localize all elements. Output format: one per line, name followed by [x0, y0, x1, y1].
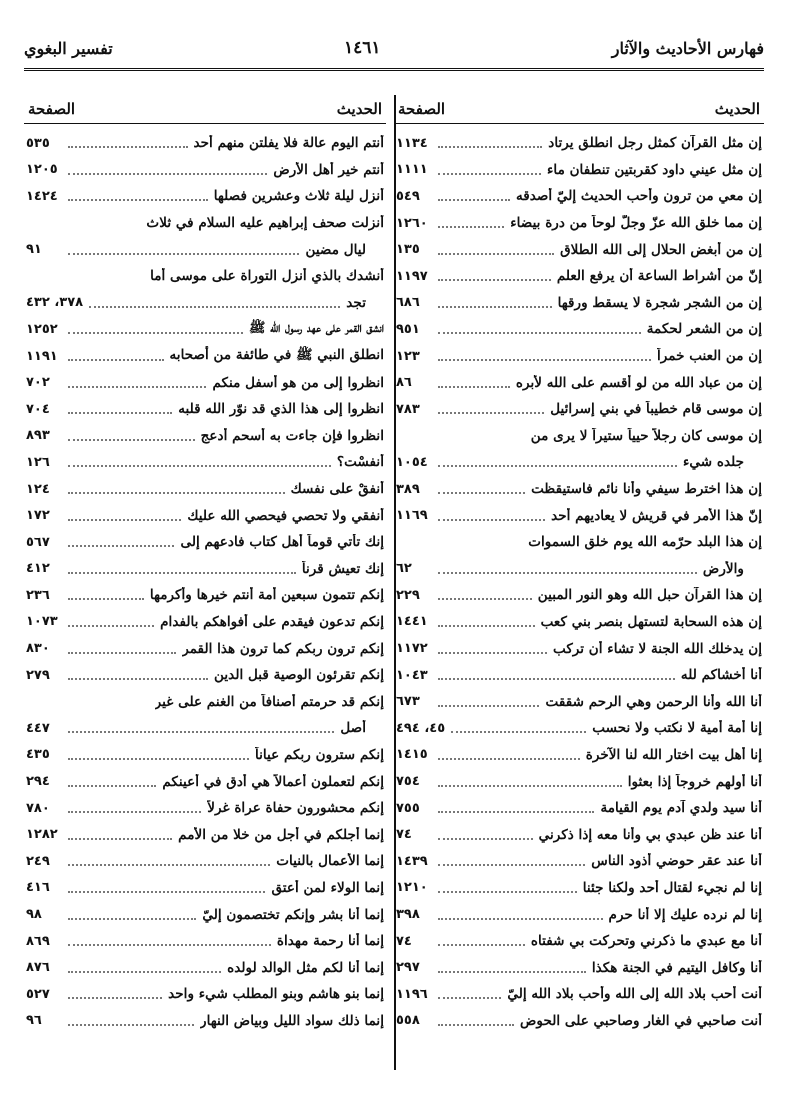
hadith-text: أنفسْت؟ [336, 454, 384, 471]
leader-dots [68, 324, 243, 334]
hadith-text: أنشدك بالذي أنزل التوراة على موسى أما [150, 268, 384, 285]
left-column [24, 95, 386, 1070]
hadith-text: جلده شيء [682, 454, 744, 471]
hadith-text: إنما أنا لكم مثل الوالد لولده [227, 959, 384, 976]
hadith-text: إن مثل القرآن كمثل رجل انطلق يرتاد [548, 135, 762, 152]
list-item [24, 768, 386, 795]
leader-dots [438, 963, 586, 973]
leader-dots [68, 856, 270, 866]
list-item [394, 821, 764, 848]
list-item [394, 662, 764, 689]
leader-dots [438, 245, 554, 255]
page-reference: ٨٦ [396, 375, 412, 391]
hadith-text: أنا أخشاكم لله [680, 667, 762, 684]
page-reference: ١١١١ [396, 162, 428, 178]
hadith-text: أنتم اليوم عالة فلا يفلتن منهم أحد [193, 135, 384, 152]
list-item [24, 263, 386, 290]
hadith-text: ليال مضين [305, 241, 366, 258]
leader-dots [438, 457, 677, 467]
page-reference: ٥٦٧ [26, 534, 50, 550]
leader-dots [438, 1016, 514, 1026]
list-item [394, 529, 764, 556]
list-item [24, 582, 386, 609]
list-item [24, 343, 386, 370]
hadith-text: إنا لم نجيء لقتال أحد ولكنا جئنا [582, 879, 762, 896]
page-reference: ٢٢٩ [396, 587, 420, 603]
page-reference: ١٠٤٣ [396, 667, 428, 683]
hadith-text: إنا لم نرده عليك إلا أنا حرم [608, 906, 762, 923]
leader-dots [68, 936, 271, 946]
page-reference: ١٢٤ [26, 481, 50, 497]
hadith-text: أنزلت صحف إبراهيم عليه السلام في ثلاث [146, 215, 384, 232]
page-reference: ٥٥٨ [396, 1013, 420, 1029]
leader-dots [438, 165, 541, 175]
list-item [24, 529, 386, 556]
list-item [394, 635, 764, 662]
list-item [394, 715, 764, 742]
list-item [24, 848, 386, 875]
list-item [24, 981, 386, 1008]
hadith-text: إنما الولاء لمن أعتق [271, 879, 384, 896]
hadith-text: أنا أولهم خروجاً إذا بعثوا [627, 773, 762, 790]
hadith-text: إن من أبغض الحلال إلى الله الطلاق [560, 241, 762, 258]
hadith-text: أنتم خير أهل الأرض [273, 161, 384, 178]
list-item [394, 263, 764, 290]
hadith-text: أنت صاحبي في الغار وصاحبي على الحوض [519, 1012, 762, 1029]
leader-dots [68, 165, 267, 175]
page-reference: ٩٥١ [396, 321, 420, 337]
page-reference: ١٠٥٤ [396, 454, 428, 470]
page-reference: ٩٦ [26, 1013, 42, 1029]
hadith-text: إنما بنو هاشم وبنو المطلب شيء واحد [168, 986, 384, 1003]
page-reference: ١١٣٤ [396, 135, 428, 151]
list-item [394, 875, 764, 902]
page-number: ١٤٦١ [343, 38, 381, 58]
leader-dots [68, 670, 208, 680]
page-reference: ٤١٦ [26, 880, 50, 896]
list-item [394, 954, 764, 981]
hadith-text: أنزل ليلة ثلاث وعشرين فصلها [213, 188, 384, 205]
list-item [394, 609, 764, 636]
list-item [394, 369, 764, 396]
hadith-heading: الحديث [336, 100, 382, 118]
hadith-text: إنا أمة أمية لا نكتب ولا نحسب [592, 720, 762, 737]
hadith-text: إن من الشجر شجرة لا يسقط ورقها [557, 294, 762, 311]
hadith-text: إنما أنا بشر وإنكم تختصمون إليّ [202, 906, 384, 923]
leader-dots [438, 404, 544, 414]
list-item [24, 236, 386, 263]
page-reference: ٣٩٨ [396, 907, 420, 923]
hadith-text: إنما أنا رحمة مهداة [276, 933, 384, 950]
list-item [24, 954, 386, 981]
hadith-text: إنك تأتي قوماً أهل كتاب فادعهم إلى [180, 534, 384, 551]
hadith-text: إنّ من أشراط الساعة أن يرفع العلم [556, 268, 762, 285]
list-item [394, 848, 764, 875]
list-item [394, 290, 764, 317]
list-item [24, 715, 386, 742]
page-reference: ١١٩٧ [396, 268, 428, 284]
list-item [394, 502, 764, 529]
page-reference: ١٤٤١ [396, 614, 428, 630]
leader-dots [68, 989, 162, 999]
leader-dots [438, 750, 580, 760]
list-item [24, 901, 386, 928]
list-item [24, 875, 386, 902]
leader-dots [68, 191, 208, 201]
leader-dots [438, 989, 501, 999]
hadith-text: أنا عند عقر حوضي أذود الناس [591, 853, 762, 870]
page-reference: ٣٧٨، ٤٣٢ [26, 295, 84, 311]
leader-dots [68, 245, 299, 255]
list-item [394, 423, 764, 450]
hadith-text: إنكم تتمون سبعين أمة أنتم خيرها وأكرمها [149, 587, 384, 604]
page-reference: ٤٥، ٤٩٤ [396, 720, 446, 736]
page-reference: ٧٥٥ [396, 800, 420, 816]
page-reference: ٨٧٦ [26, 960, 50, 976]
page-reference: ٢٤٩ [26, 853, 50, 869]
leader-dots [438, 218, 504, 228]
list-item [394, 449, 764, 476]
page-reference: ٥٤٩ [396, 188, 420, 204]
list-item [394, 236, 764, 263]
page-reference: ١١٩٦ [396, 986, 428, 1002]
hadith-text: إن من عباد الله من لو أقسم على الله لأبره [515, 374, 762, 391]
hadith-text: أنا مع عبدي ما ذكرني وتحركت بي شفتاه [530, 933, 762, 950]
list-item [394, 343, 764, 370]
hadith-text: إن يدخلك الله الجنة لا تشاء أن تركب [552, 640, 762, 657]
page-reference: ٤١٢ [26, 561, 50, 577]
page-reference: ٩٨ [26, 907, 42, 923]
page-reference: ١٢٠٥ [26, 162, 58, 178]
leader-dots [438, 271, 551, 281]
hadith-text: إنكم تدعون فيقدم على أفواهكم بالفدام [160, 613, 384, 630]
list-item [24, 821, 386, 848]
page-reference: ٤٤٧ [26, 720, 50, 736]
hadith-text: انظروا إلى هذا الذي قد نوّر الله قلبه [178, 401, 384, 418]
hadith-heading: الحديث [714, 100, 760, 118]
hadith-text: إنكم لتعملون أعمالاً هي أدق في أعينكم [162, 773, 384, 790]
page-reference: ٧٨٠ [26, 800, 50, 816]
page-reference: ٦٧٣ [396, 694, 420, 710]
page-reference: ٢٣٦ [26, 587, 50, 603]
hadith-text: إن من الشعر لحكمة [646, 321, 762, 338]
list-item [24, 423, 386, 450]
hadith-text: إن هذا اخترط سيفي وأنا نائم فاستيقظت [531, 481, 762, 498]
list-item [24, 476, 386, 503]
hadith-text: إن هذه السحابة لتستهل بنصر بني كعب [540, 613, 762, 630]
leader-dots [68, 750, 249, 760]
leader-dots [68, 564, 296, 574]
leader-dots [438, 856, 585, 866]
hadith-text: إنّ هذا الأمر في قريش لا يعاديهم أحد [551, 507, 762, 524]
leader-dots [438, 138, 542, 148]
hadith-text: انشق القمر على عهد رسول الله ﷺ [249, 320, 384, 337]
page-reference: ١٧٢ [26, 508, 50, 524]
hadith-text: أنا وكافل اليتيم في الجنة هكذا [591, 959, 762, 976]
hadith-text: والأرض [702, 560, 744, 577]
hadith-text: أنفقْ على نفسك [290, 481, 384, 498]
hadith-text: إن موسى كان رجلاً حيياً ستيراً لا يرى من [530, 427, 762, 444]
page-reference: ٨٦٩ [26, 933, 50, 949]
page-reference: ٥٣٥ [26, 135, 50, 151]
hadith-text: إنما ذلك سواد الليل وبياض النهار [200, 1012, 384, 1029]
hadith-text: إنكم ترون ربكم كما ترون هذا القمر [182, 640, 384, 657]
hadith-text: أنا عند ظن عبدي بي وأنا معه إذا ذكرني [538, 826, 762, 843]
leader-dots [438, 697, 539, 707]
list-item [24, 183, 386, 210]
page-reference: ٢٧٩ [26, 667, 50, 683]
list-item [394, 157, 764, 184]
leader-dots [68, 830, 172, 840]
column-header [394, 95, 764, 124]
list-item [394, 316, 764, 343]
page-reference: ٢٩٧ [396, 960, 420, 976]
leader-dots [68, 484, 285, 494]
leader-dots [438, 324, 641, 334]
leader-dots [438, 590, 532, 600]
column-divider [394, 95, 396, 1070]
page-reference: ١٤٢٤ [26, 188, 58, 204]
page-reference: ٧٥٤ [396, 774, 420, 790]
leader-dots [451, 723, 586, 733]
leader-dots [68, 351, 164, 361]
page-reference: ١١٧٢ [396, 641, 428, 657]
list-item [24, 130, 386, 157]
leader-dots [438, 644, 547, 654]
page-heading: الصفحة [28, 100, 76, 118]
page-reference: ٧٠٤ [26, 401, 50, 417]
page-reference: ٩١ [26, 242, 42, 258]
page-reference: ١٢٨٢ [26, 827, 58, 843]
list-item [394, 981, 764, 1008]
hadith-text: إنك تعيش قرناً [301, 560, 384, 577]
page-reference: ١٢٦ [26, 454, 50, 470]
list-item [24, 502, 386, 529]
list-item [24, 210, 386, 237]
page-reference: ٧٨٣ [396, 401, 420, 417]
page-reference: ١١٩١ [26, 348, 58, 364]
leader-dots [438, 883, 577, 893]
leader-dots [438, 936, 525, 946]
list-item [24, 635, 386, 662]
page-reference: ٢٩٤ [26, 774, 50, 790]
list-item [24, 556, 386, 583]
page-reference: ١٤٣٩ [396, 853, 428, 869]
page-reference: ١٢٥٢ [26, 321, 58, 337]
right-column [394, 95, 764, 1070]
hadith-list [394, 124, 764, 1034]
leader-dots [68, 457, 331, 467]
list-item [394, 183, 764, 210]
leader-dots [68, 138, 188, 148]
leader-dots [68, 1016, 194, 1026]
leader-dots [438, 511, 545, 521]
leader-dots [68, 590, 144, 600]
list-item [24, 662, 386, 689]
leader-dots [438, 298, 552, 308]
list-item [394, 556, 764, 583]
leader-dots [438, 378, 510, 388]
leader-dots [68, 910, 196, 920]
list-item [24, 449, 386, 476]
list-item [24, 396, 386, 423]
list-item [394, 476, 764, 503]
leader-dots [438, 484, 525, 494]
list-item [394, 742, 764, 769]
leader-dots [68, 723, 334, 733]
leader-dots [438, 617, 535, 627]
leader-dots [68, 511, 181, 521]
hadith-text: إنكم سترون ربكم عياناً [254, 746, 384, 763]
page-heading: الصفحة [398, 100, 446, 118]
hadith-text: إن من العنب خمراً [656, 348, 762, 365]
page-reference: ١١٦٩ [396, 508, 428, 524]
page-reference: ٤٣٥ [26, 747, 50, 763]
leader-dots [438, 191, 510, 201]
hadith-text: إن مثل عيني داود كقربتين تنطفان ماء [547, 161, 762, 178]
leader-dots [68, 404, 172, 414]
hadith-text: أنفقي ولا تحصي فيحصي الله عليك [187, 507, 384, 524]
list-item [24, 742, 386, 769]
list-item [394, 795, 764, 822]
hadith-text: إن هذا القرآن حبل الله وهو النور المبين [537, 587, 762, 604]
hadith-text: إنكم تقرئون الوصية قبل الدين [214, 667, 384, 684]
hadith-text: أصل [340, 720, 366, 737]
list-item [394, 130, 764, 157]
hadith-text: أنت أحب بلاد الله إلى الله وأحب بلاد الله إليّ [507, 986, 762, 1003]
page-reference: ١٤١٥ [396, 747, 428, 763]
list-item [394, 582, 764, 609]
leader-dots [68, 883, 265, 893]
leader-dots [68, 963, 221, 973]
leader-dots [438, 910, 603, 920]
hadith-text: إنما أجلكم في أجل من خلا من الأمم [178, 826, 384, 843]
page-header [24, 32, 764, 71]
list-item [394, 688, 764, 715]
page-reference: ٧٠٢ [26, 375, 50, 391]
leader-dots [68, 537, 174, 547]
page-reference: ١٠٧٣ [26, 614, 58, 630]
list-item [24, 928, 386, 955]
page-reference: ٦٢ [396, 561, 412, 577]
section-title: فهارس الأحاديث والآثار [611, 38, 764, 58]
page-reference: ٥٢٧ [26, 986, 50, 1002]
list-item [394, 928, 764, 955]
leader-dots [68, 617, 154, 627]
leader-dots [68, 644, 176, 654]
leader-dots [438, 564, 697, 574]
leader-dots [438, 777, 622, 787]
leader-dots [438, 830, 533, 840]
hadith-text: تجد [346, 294, 366, 311]
list-item [394, 210, 764, 237]
leader-dots [438, 351, 651, 361]
hadith-text: إن هذا البلد حرّمه الله يوم خلق السموات [528, 534, 762, 551]
hadith-text: أنا الله وأنا الرحمن وهي الرحم شققت [545, 693, 762, 710]
list-item [24, 1008, 386, 1035]
list-item [394, 396, 764, 423]
page-reference: ٣٨٩ [396, 481, 420, 497]
page-reference: ٧٤ [396, 933, 412, 949]
list-item [24, 795, 386, 822]
page-reference: ٨٣٠ [26, 641, 50, 657]
hadith-text: أنا سيد ولدي آدم يوم القيامة [600, 800, 762, 817]
hadith-text: إنكم قد حرمتم أصنافاً من الغنم على غير [154, 693, 384, 710]
hadith-text: انظروا فإن جاءت به أسحم أدعج [200, 427, 384, 444]
leader-dots [68, 378, 206, 388]
hadith-text: إنا أهل بيت اختار الله لنا الآخرة [585, 746, 762, 763]
page-reference: ٨٩٣ [26, 428, 50, 444]
hadith-text: إن موسى قام خطيباً في بني إسرائيل [550, 401, 762, 418]
list-item [24, 369, 386, 396]
hadith-text: إن مما خلق الله عزّ وجلّ لوحاً من درة بيضاء [510, 215, 762, 232]
page-reference: ١٢١٠ [396, 880, 428, 896]
column-header [24, 95, 386, 124]
list-item [24, 290, 386, 317]
leader-dots [438, 670, 675, 680]
list-item [394, 1008, 764, 1035]
leader-dots [68, 803, 201, 813]
list-item [24, 688, 386, 715]
hadith-text: إنكم محشورون حفاة عراة غرلاً [207, 800, 384, 817]
hadith-text: انظروا إلى من هو أسفل منكم [212, 374, 384, 391]
book-title: تفسير البغوي [24, 38, 113, 58]
hadith-text: إنما الأعمال بالنيات [276, 853, 384, 870]
leader-dots [438, 803, 594, 813]
list-item [24, 316, 386, 343]
leader-dots [68, 777, 156, 787]
hadith-list [24, 124, 386, 1034]
list-item [24, 609, 386, 636]
page-reference: ١٢٦٠ [396, 215, 428, 231]
page-reference: ١٣٥ [396, 242, 420, 258]
list-item [394, 768, 764, 795]
hadith-text: انطلق النبي ﷺ في طائفة من أصحابه [169, 347, 384, 364]
list-item [24, 157, 386, 184]
leader-dots [89, 298, 340, 308]
list-item [394, 901, 764, 928]
hadith-text: إن معي من ترون وأحب الحديث إليّ أصدقه [515, 188, 762, 205]
page-reference: ٦٨٦ [396, 295, 420, 311]
page-reference: ١٢٣ [396, 348, 420, 364]
page-reference: ٧٤ [396, 827, 412, 843]
leader-dots [68, 431, 195, 441]
